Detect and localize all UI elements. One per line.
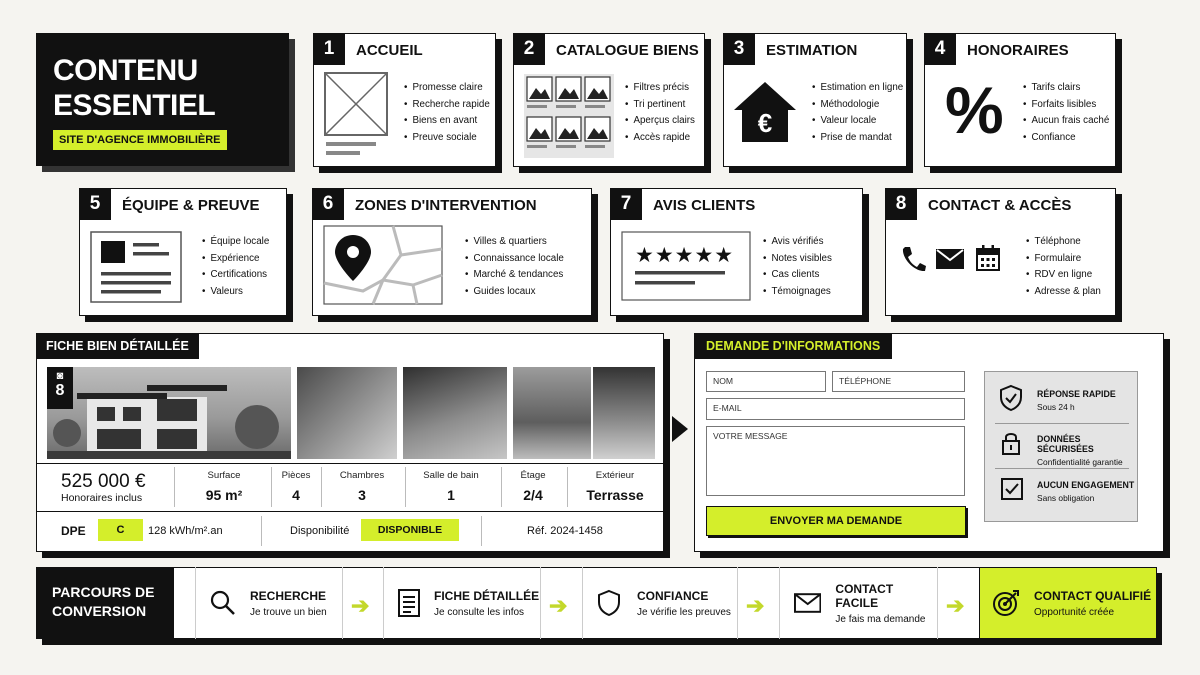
- section-honoraires: 4 HONORAIRES % • Tarifs clairs • Forfaits lisibles • Aucun frais caché • Confiance: [924, 33, 1116, 167]
- padlock-icon: [1001, 430, 1021, 456]
- bullets: • Villes & quartiers • Connaissance locale • Marché & tendances • Guides locaux: [465, 234, 564, 300]
- spec-exterieur: Extérieur Terrasse: [586, 470, 644, 503]
- calendar-icon: [976, 245, 1000, 271]
- placeholder-image-icon: [324, 72, 388, 158]
- svg-text:€: €: [757, 108, 773, 138]
- form-title: DEMANDE D'INFORMATIONS: [694, 333, 892, 359]
- availability-badge: DISPONIBLE: [361, 519, 459, 541]
- divider: [174, 467, 175, 507]
- profile-card-icon: [90, 231, 182, 303]
- phone-input[interactable]: TÉLÉPHONE: [832, 371, 965, 392]
- svg-text:★★★★★: ★★★★★: [635, 243, 735, 267]
- house-photo-icon: [47, 367, 291, 459]
- main-photo[interactable]: [47, 367, 291, 459]
- arrow-right-icon: ➔: [351, 593, 370, 618]
- section-equipe: 5 ÉQUIPE & PREUVE • Équipe locale • Expérience • Certifications • Valeurs: [79, 188, 287, 316]
- bullets: • Équipe locale • Expérience • Certifications • Valeurs: [202, 234, 269, 300]
- euro-house-icon: [732, 80, 798, 144]
- map-pin-icon: [323, 225, 443, 305]
- divider: [481, 516, 482, 546]
- feature-secure: DONNÉES SÉCURISÉES Confidentialité garantie: [1037, 434, 1123, 467]
- section-contact: 8 CONTACT & ACCÈS • Téléphone • Formulaire • RDV en ligne • Adresse & plan: [885, 188, 1116, 316]
- section-catalogue: 2 CATALOGUE BIENS • Filtres précis • Tri pertinent • Aperçus clairs • Accès rapide: [513, 33, 705, 167]
- spec-pieces: Pièces 4: [281, 470, 311, 503]
- feature-rapid: RÉPONSE RAPIDE Sous 24 h: [1037, 389, 1116, 412]
- dpe-label: DPE: [61, 524, 86, 538]
- section-accueil: 1 ACCUEIL • Promesse claire • Recherche rapide • Biens en avant • Preuve sociale: [313, 33, 496, 167]
- envelope-icon: [794, 593, 821, 613]
- catalog-grid-icon: [524, 74, 614, 158]
- listing-label: FICHE BIEN DÉTAILLÉE: [36, 333, 199, 359]
- checkbox-icon: [1001, 478, 1023, 500]
- message-textarea[interactable]: VOTRE MESSAGE: [706, 426, 965, 496]
- price-note: Honoraires inclus: [61, 492, 143, 504]
- photo-bathroom[interactable]: [593, 367, 655, 459]
- feature-no-commitment: AUCUN ENGAGEMENT Sans obligation: [1037, 480, 1135, 503]
- photo-kitchen[interactable]: [513, 367, 591, 459]
- section-estimation: 3 ESTIMATION € • Estimation en ligne • Méthodologie • Valeur locale • Prise de mandat: [723, 33, 907, 167]
- submit-button[interactable]: ENVOYER MA DEMANDE: [706, 506, 966, 536]
- listing-panel: [36, 333, 664, 552]
- spec-etage: Étage 2/4: [520, 470, 546, 503]
- photo-count-badge[interactable]: ◙ 8: [47, 367, 73, 409]
- section-zones: 6 ZONES D'INTERVENTION • Villes & quartiers • Connaissance locale • Marché & tendances • Guides locaux: [312, 188, 592, 316]
- reference: Réf. 2024-1458: [527, 525, 603, 537]
- email-input[interactable]: E-MAIL: [706, 398, 965, 420]
- divider: [37, 511, 663, 512]
- flow-arrow-icon: [672, 416, 688, 442]
- bullets: • Avis vérifiés • Notes visibles • Cas clients • Témoignages: [763, 234, 832, 300]
- funnel-step-confiance: CONFIANCE Je vérifie les preuves: [582, 567, 738, 639]
- target-icon: [992, 589, 1020, 617]
- name-input[interactable]: NOM: [706, 371, 826, 392]
- section-avis: 7 AVIS CLIENTS ★★★★★ • Avis vérifiés • Notes visibles • Cas clients • Témoignages: [610, 188, 863, 316]
- bullets: • Tarifs clairs • Forfaits lisibles • Aucun frais caché • Confiance: [1023, 80, 1109, 146]
- document-icon: [398, 589, 420, 617]
- star-rating-icon: [621, 231, 751, 301]
- availability-label: Disponibilité: [290, 525, 350, 537]
- funnel-step-qualifie: CONTACT QUALIFIÉ Opportunité créée: [979, 567, 1157, 639]
- bullets: • Promesse claire • Recherche rapide • Biens en avant • Preuve sociale: [404, 80, 490, 146]
- percent-icon: %: [945, 73, 1004, 147]
- shield-icon: [597, 589, 621, 617]
- hero-subtitle: SITE D'AGENCE IMMOBILIÈRE: [53, 130, 227, 150]
- dpe-value: 128 kWh/m².an: [148, 525, 223, 537]
- divider: [995, 423, 1129, 424]
- bullets: • Filtres précis • Tri pertinent • Aperçus clairs • Accès rapide: [625, 80, 695, 146]
- funnel-step-contact: CONTACT FACILE Je fais ma demande: [779, 567, 938, 639]
- price: 525 000 €: [61, 471, 146, 492]
- dpe-class-badge: C: [98, 519, 143, 541]
- camera-icon: ◙: [56, 370, 64, 382]
- divider: [995, 468, 1129, 469]
- funnel-step-recherche: RECHERCHE Je trouve un bien: [195, 567, 343, 639]
- phone-icon: [900, 245, 926, 273]
- spec-chambres: Chambres 3: [339, 470, 385, 503]
- spec-salle-de-bain: Salle de bain 1: [423, 470, 479, 503]
- hero-panel: [36, 33, 289, 166]
- shield-check-icon: [999, 384, 1023, 412]
- funnel-label: PARCOURS DE CONVERSION: [36, 567, 174, 639]
- spec-surface: Surface 95 m²: [205, 470, 243, 503]
- arrow-right-icon: ➔: [946, 593, 965, 618]
- contact-form-panel: [694, 333, 1164, 552]
- arrow-right-icon: ➔: [746, 593, 765, 618]
- divider: [37, 463, 663, 464]
- funnel-step-fiche: FICHE DÉTAILLÉE Je consulte les infos: [383, 567, 541, 639]
- divider: [261, 516, 262, 546]
- search-icon: [210, 590, 236, 616]
- envelope-icon: [936, 249, 964, 269]
- photo-lounge[interactable]: [403, 367, 507, 459]
- reassurance-box: [984, 371, 1138, 522]
- bullets: • Estimation en ligne • Méthodologie • Valeur locale • Prise de mandat: [812, 80, 903, 146]
- photo-living-room[interactable]: [297, 367, 397, 459]
- hero-title: CONTENU ESSENTIEL: [53, 54, 216, 122]
- bullets: • Téléphone • Formulaire • RDV en ligne • Adresse & plan: [1026, 234, 1101, 300]
- arrow-right-icon: ➔: [549, 593, 568, 618]
